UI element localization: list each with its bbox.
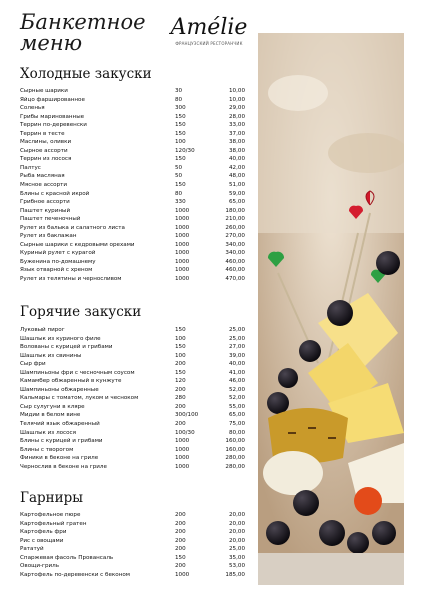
menu-item-price: 52,00 bbox=[228, 386, 245, 393]
menu-item-weight: 150 bbox=[175, 554, 186, 561]
menu-item-price: 10,00 bbox=[228, 96, 245, 103]
menu-item bbox=[20, 463, 245, 472]
menu-item-weight: 50 bbox=[175, 173, 183, 180]
menu-item-price: 40,00 bbox=[228, 361, 245, 368]
menu-item-weight: 1000 bbox=[175, 241, 190, 248]
menu-item-name: Паштет печеночный bbox=[20, 216, 81, 223]
menu-item-name: Сырное ассорти bbox=[20, 147, 68, 154]
menu-item-name: Сырные шарики bbox=[20, 88, 68, 94]
menu-item bbox=[20, 343, 245, 352]
menu-item-weight: 150 bbox=[175, 113, 186, 120]
menu-item-name: Террин из лосося bbox=[20, 156, 72, 163]
menu-item bbox=[20, 352, 245, 361]
menu-item-weight: 100 bbox=[175, 335, 186, 342]
menu-item bbox=[20, 232, 245, 241]
menu-item-price: 20,00 bbox=[228, 537, 245, 544]
menu-item bbox=[20, 545, 245, 554]
menu-item-weight: 150 bbox=[175, 327, 186, 333]
menu-item-weight: 1000 bbox=[175, 207, 190, 214]
section-title-cold: Холодные закуски bbox=[20, 66, 152, 82]
menu-item-name: Террин в тесте bbox=[20, 130, 65, 137]
menu-item-name: Рис с овощами bbox=[20, 537, 64, 544]
menu-item-weight: 80 bbox=[175, 190, 183, 197]
menu-item-price: 25,00 bbox=[228, 546, 245, 553]
menu-item-name: Чернослив в беконе на гриле bbox=[20, 463, 107, 470]
menu-item bbox=[20, 437, 245, 446]
menu-item-name: Мясное ассорти bbox=[20, 182, 68, 189]
menu-item-weight: 1000 bbox=[175, 455, 190, 462]
menu-item bbox=[20, 249, 245, 258]
menu-item-name: Блины с красной икрой bbox=[20, 190, 90, 197]
menu-item-name: Рататуй bbox=[20, 546, 44, 553]
menu-item-price: 460,00 bbox=[225, 258, 245, 265]
menu-item-name: Телячий язык обжаренный bbox=[20, 421, 100, 428]
menu-item-name: Шашлык из лосося bbox=[20, 429, 77, 436]
menu-item bbox=[20, 190, 245, 199]
menu-item-name: Рулет из балыка и салатного листа bbox=[20, 224, 125, 231]
menu-item-price: 460,00 bbox=[225, 267, 245, 274]
menu-item-price: 185,00 bbox=[225, 571, 245, 578]
menu-item-name: Картофель фри bbox=[20, 529, 67, 536]
fruit-platter-image bbox=[258, 33, 404, 585]
menu-item-price: 280,00 bbox=[225, 455, 245, 462]
menu-item-weight: 100 bbox=[175, 139, 186, 146]
menu-item-weight: 100 bbox=[175, 352, 186, 359]
menu-item-price: 160,00 bbox=[225, 438, 245, 445]
menu-item bbox=[20, 275, 245, 284]
menu-item-weight: 280 bbox=[175, 395, 186, 402]
menu-item bbox=[20, 377, 245, 386]
menu-item bbox=[20, 369, 245, 378]
menu-item-weight: 1000 bbox=[175, 224, 190, 231]
menu-item-name: Язык отварной с хреном bbox=[20, 267, 93, 274]
menu-item-price: 260,00 bbox=[225, 224, 245, 231]
menu-item-price: 210,00 bbox=[225, 216, 245, 223]
menu-item-price: 340,00 bbox=[225, 241, 245, 248]
menu-item-name: Камамбер обжаренный в кунжуте bbox=[20, 378, 122, 385]
menu-item-weight: 1000 bbox=[175, 233, 190, 240]
menu-title bbox=[20, 12, 146, 54]
menu-item bbox=[20, 155, 245, 164]
menu-item-name: Маслины, оливки bbox=[20, 139, 72, 146]
menu-item-name: Яйцо фаршированное bbox=[20, 96, 85, 103]
menu-item-name: Спаржевая фасоль Провансаль bbox=[20, 554, 114, 561]
menu-item-weight: 1000 bbox=[175, 463, 190, 470]
menu-item bbox=[20, 215, 245, 224]
menu-item bbox=[20, 87, 245, 96]
menu-item-price: 270,00 bbox=[225, 233, 245, 240]
menu-item-name: Сырные шарики с кедровыми орехами bbox=[20, 241, 135, 248]
menu-item-weight: 200 bbox=[175, 546, 186, 553]
menu-item-name: Финики в беконе на гриле bbox=[20, 455, 99, 462]
menu-item-price: 46,00 bbox=[228, 378, 245, 385]
garnish-list bbox=[20, 511, 245, 579]
menu-item-weight: 150 bbox=[175, 344, 186, 351]
menu-item bbox=[20, 520, 245, 529]
menu-item-price: 340,00 bbox=[225, 250, 245, 257]
menu-item-price: 33,00 bbox=[228, 122, 245, 129]
menu-item bbox=[20, 554, 245, 563]
menu-item-price: 20,00 bbox=[228, 520, 245, 527]
menu-item bbox=[20, 537, 245, 546]
menu-item-weight: 200 bbox=[175, 512, 186, 518]
menu-item bbox=[20, 138, 245, 147]
menu-item-weight: 200 bbox=[175, 421, 186, 428]
menu-title-line2: меню bbox=[20, 31, 83, 55]
menu-item bbox=[20, 130, 245, 139]
menu-item-price: 470,00 bbox=[225, 276, 245, 283]
menu-item-name: Рулет из телятины и черносливом bbox=[20, 276, 122, 283]
menu-item-weight: 150 bbox=[175, 122, 186, 129]
menu-item bbox=[20, 562, 245, 571]
menu-item-price: 25,00 bbox=[228, 327, 245, 333]
hot-appetizers-list bbox=[20, 326, 245, 471]
menu-item bbox=[20, 386, 245, 395]
menu-item-weight: 1000 bbox=[175, 438, 190, 445]
menu-item-name: Грибы маринованные bbox=[20, 113, 85, 120]
menu-item-price: 20,00 bbox=[228, 512, 245, 518]
menu-item-weight: 330 bbox=[175, 199, 186, 206]
menu-item bbox=[20, 207, 245, 216]
menu-item-weight: 120/30 bbox=[175, 147, 195, 154]
menu-item-weight: 300/100 bbox=[175, 412, 199, 419]
menu-item-price: 65,00 bbox=[228, 412, 245, 419]
menu-item-name: Блины с творогом bbox=[20, 446, 74, 453]
menu-item-name: Блины с курицей и грибами bbox=[20, 438, 103, 445]
menu-item-price: 35,00 bbox=[228, 554, 245, 561]
menu-item-price: 160,00 bbox=[225, 446, 245, 453]
menu-item bbox=[20, 571, 245, 580]
menu-item-name: Волованы с курицей и грибами bbox=[20, 344, 113, 351]
menu-item-price: 51,00 bbox=[228, 182, 245, 189]
menu-item-price: 10,00 bbox=[228, 88, 245, 94]
menu-item-price: 180,00 bbox=[225, 207, 245, 214]
menu-item-name: Шампиньоны фри с чесночным соусом bbox=[20, 369, 135, 376]
menu-item bbox=[20, 241, 245, 250]
menu-item-name: Рулет из баклажан bbox=[20, 233, 77, 240]
menu-item-weight: 200 bbox=[175, 403, 186, 410]
section-title-hot: Горячие закуски bbox=[20, 304, 142, 320]
menu-item-name: Буженина по-домашнему bbox=[20, 258, 96, 265]
menu-item-price: 41,00 bbox=[228, 369, 245, 376]
menu-item-weight: 200 bbox=[175, 529, 186, 536]
menu-item-price: 55,00 bbox=[228, 403, 245, 410]
menu-item-name: Картофель по-деревенски с беконом bbox=[20, 571, 131, 578]
menu-item-price: 40,00 bbox=[228, 156, 245, 163]
menu-item-price: 280,00 bbox=[225, 463, 245, 470]
menu-item bbox=[20, 528, 245, 537]
menu-item-weight: 200 bbox=[175, 361, 186, 368]
menu-item-price: 28,00 bbox=[228, 113, 245, 120]
menu-item-weight: 1000 bbox=[175, 258, 190, 265]
menu-item-weight: 200 bbox=[175, 537, 186, 544]
menu-item bbox=[20, 360, 245, 369]
menu-item-weight: 200 bbox=[175, 386, 186, 393]
menu-item-name: Террин по-деревенски bbox=[20, 122, 87, 129]
menu-item bbox=[20, 429, 245, 438]
menu-item-weight: 50 bbox=[175, 164, 183, 171]
menu-item-name: Шампиньоны обжаренные bbox=[20, 386, 99, 393]
menu-item-name: Шашлык из свинины bbox=[20, 352, 82, 359]
cold-appetizers-list bbox=[20, 87, 245, 284]
menu-item-name: Кальмары с томатом, луком и чесноком bbox=[20, 395, 139, 402]
menu-item-price: 25,00 bbox=[228, 335, 245, 342]
menu-item-weight: 30 bbox=[175, 88, 183, 94]
menu-item-price: 52,00 bbox=[228, 395, 245, 402]
menu-item-name: Овощи-гриль bbox=[20, 563, 60, 570]
menu-item-price: 29,00 bbox=[228, 105, 245, 112]
menu-item-name: Мидии в белом вине bbox=[20, 412, 81, 419]
menu-item-price: 37,00 bbox=[228, 130, 245, 137]
menu-item-price: 53,00 bbox=[228, 563, 245, 570]
menu-item-weight: 300 bbox=[175, 105, 186, 112]
menu-item-weight: 1000 bbox=[175, 267, 190, 274]
menu-item-weight: 200 bbox=[175, 520, 186, 527]
menu-item bbox=[20, 164, 245, 173]
menu-item-name: Сыр фри bbox=[20, 361, 46, 368]
menu-item-price: 39,00 bbox=[228, 352, 245, 359]
menu-item-price: 42,00 bbox=[228, 164, 245, 171]
menu-item-weight: 1000 bbox=[175, 276, 190, 283]
menu-item-weight: 150 bbox=[175, 182, 186, 189]
restaurant-logo bbox=[168, 16, 250, 46]
logo-name: Amélie bbox=[170, 15, 248, 40]
menu-item bbox=[20, 121, 245, 130]
menu-item-weight: 150 bbox=[175, 369, 186, 376]
logo-subtitle: ФРАНЦУЗСКИЙ РЕСТОРАНЧИК bbox=[175, 41, 243, 46]
menu-item-name: Соленья bbox=[20, 105, 45, 112]
menu-item-price: 80,00 bbox=[228, 429, 245, 436]
menu-item bbox=[20, 394, 245, 403]
menu-item bbox=[20, 104, 245, 113]
menu-item-price: 38,00 bbox=[228, 147, 245, 154]
menu-item bbox=[20, 403, 245, 412]
menu-item-name: Грибное ассорти bbox=[20, 199, 70, 206]
menu-item bbox=[20, 411, 245, 420]
menu-item-name: Шашлык из куриного филе bbox=[20, 335, 101, 342]
menu-item bbox=[20, 266, 245, 275]
menu-title-line1: Банкетное bbox=[20, 10, 146, 34]
menu-item-price: 27,00 bbox=[228, 344, 245, 351]
menu-item-price: 38,00 bbox=[228, 139, 245, 146]
food-photo bbox=[258, 33, 404, 585]
menu-item bbox=[20, 258, 245, 267]
menu-item-weight: 1000 bbox=[175, 446, 190, 453]
menu-item bbox=[20, 147, 245, 156]
menu-item-price: 48,00 bbox=[228, 173, 245, 180]
menu-item-name: Картофельный гратен bbox=[20, 520, 87, 527]
menu-item bbox=[20, 454, 245, 463]
menu-item bbox=[20, 335, 245, 344]
menu-item bbox=[20, 420, 245, 429]
menu-item bbox=[20, 446, 245, 455]
menu-item bbox=[20, 172, 245, 181]
menu-item-name: Сыр сулугуни в кляре bbox=[20, 403, 85, 410]
menu-item bbox=[20, 511, 245, 520]
menu-item-weight: 80 bbox=[175, 96, 183, 103]
menu-item-name: Куриный рулет с курагой bbox=[20, 250, 96, 257]
menu-item-weight: 1000 bbox=[175, 250, 190, 257]
menu-item bbox=[20, 224, 245, 233]
menu-item-price: 59,00 bbox=[228, 190, 245, 197]
menu-item-weight: 200 bbox=[175, 563, 186, 570]
menu-item bbox=[20, 326, 245, 335]
section-title-garnish: Гарниры bbox=[20, 490, 84, 506]
menu-item-price: 75,00 bbox=[228, 421, 245, 428]
menu-item bbox=[20, 113, 245, 122]
menu-item bbox=[20, 198, 245, 207]
menu-item-price: 65,00 bbox=[228, 199, 245, 206]
menu-item-weight: 120 bbox=[175, 378, 186, 385]
menu-item-price: 20,00 bbox=[228, 529, 245, 536]
menu-item-weight: 1000 bbox=[175, 571, 190, 578]
menu-item-name: Картофельное пюре bbox=[20, 512, 81, 518]
menu-item-weight: 100/30 bbox=[175, 429, 195, 436]
menu-item bbox=[20, 181, 245, 190]
menu-item-name: Палтус bbox=[20, 164, 41, 171]
menu-item-name: Рыба масляная bbox=[20, 173, 65, 180]
menu-item-weight: 150 bbox=[175, 130, 186, 137]
menu-item-weight: 150 bbox=[175, 156, 186, 163]
menu-item-name: Луковый пирог bbox=[20, 327, 65, 333]
menu-item-weight: 1000 bbox=[175, 216, 190, 223]
menu-item bbox=[20, 96, 245, 105]
menu-item-name: Паштет куриный bbox=[20, 207, 71, 214]
